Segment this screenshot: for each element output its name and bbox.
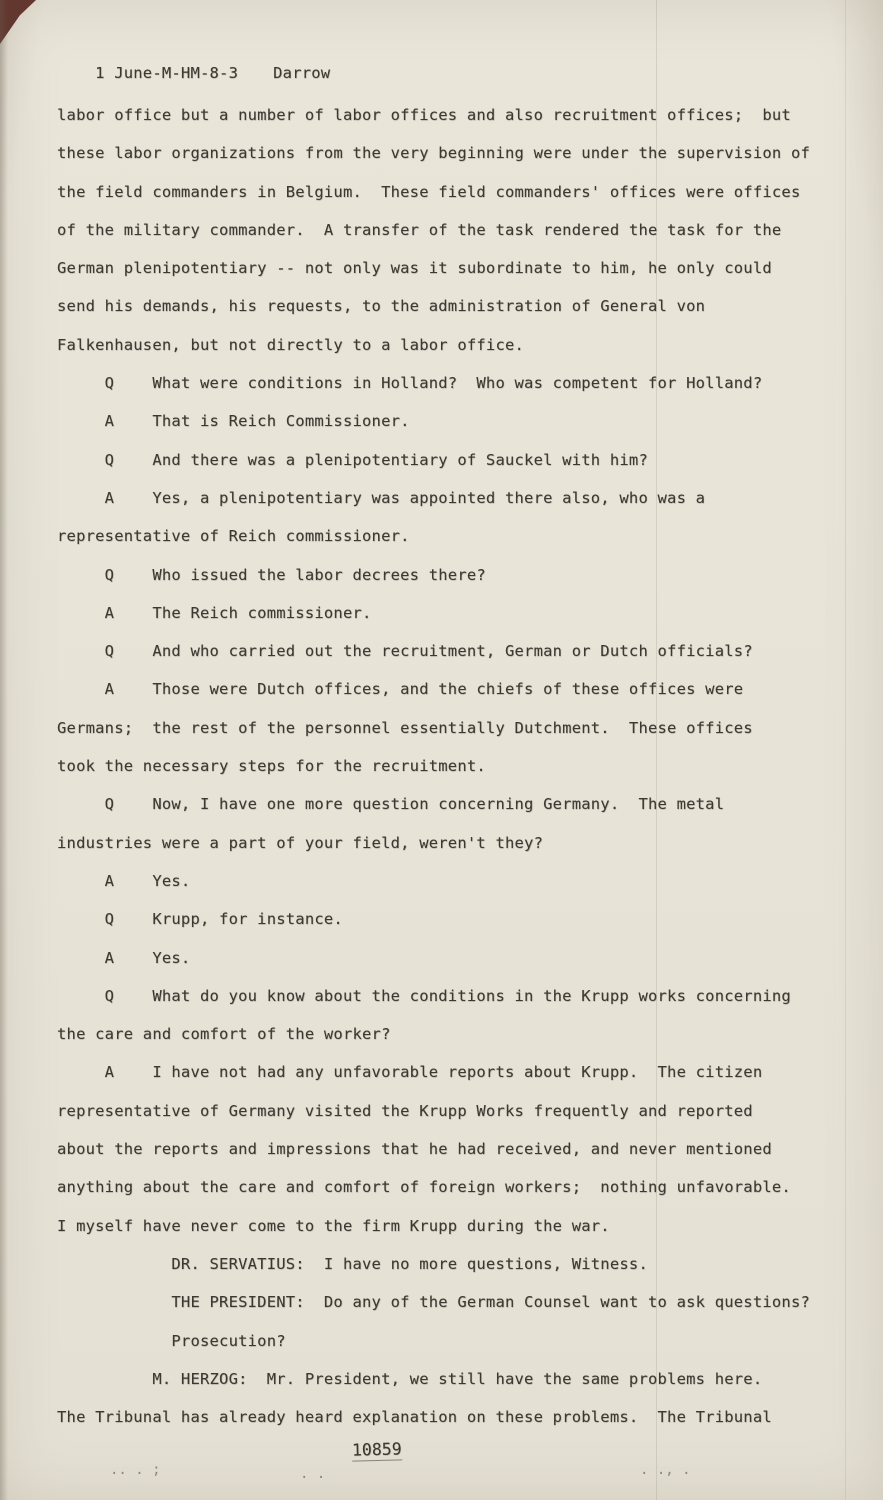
text-line: took the necessary steps for the recruitment. (57, 757, 486, 776)
text-line: Q Krupp, for instance. (57, 910, 343, 929)
text-line: Q What do you know about the conditions in the Krupp works concerning (57, 986, 791, 1005)
text-line: A Yes. (57, 871, 191, 890)
text-line: Q And who carried out the recruitment, German or Dutch officials? (57, 642, 753, 661)
text-line: representative of Reich commissioner. (57, 527, 410, 546)
text-line: industries were a part of your field, weren't they? (57, 833, 544, 852)
text-line: THE PRESIDENT: Do any of the German Counsel want to ask questions? (57, 1293, 811, 1312)
text-line: these labor organizations from the very beginning were under the supervision of (57, 144, 811, 163)
text-line: I myself have never come to the firm Krupp during the war. (57, 1216, 610, 1235)
text-line: Q Who issued the labor decrees there? (57, 565, 486, 584)
ink-smudge-mid: . . (300, 1466, 326, 1482)
text-line: German plenipotentiary -- not only was it subordinate to him, he only could (57, 259, 772, 278)
text-line: of the military commander. A transfer of the task rendered the task for the (57, 220, 782, 239)
text-line: anything about the care and comfort of foreign workers; nothing unfavorable. (57, 1178, 791, 1197)
text-line: Q Now, I have one more question concerning Germany. The metal (57, 795, 725, 814)
text-line: Q What were conditions in Holland? Who was competent for Holland? (57, 374, 763, 393)
transcript-lines (57, 96, 853, 1436)
text-line: representative of Germany visited the Krupp Works frequently and reported (57, 1101, 753, 1120)
ink-smudge-right: . ., . (640, 1462, 691, 1478)
page-header (57, 46, 330, 100)
header-reporter-name: Darrow (273, 64, 331, 82)
text-line: Prosecution? (57, 1331, 286, 1350)
ink-smudge-left: .. . ; (110, 1462, 161, 1478)
text-line: A Yes. (57, 948, 191, 967)
text-line: A That is Reich Commissioner. (57, 412, 410, 431)
text-line: M. HERZOG: Mr. President, we still have the same problems here. (57, 1369, 763, 1388)
text-line: Falkenhausen, but not directly to a labor office. (57, 335, 525, 354)
text-line: The Tribunal has already heard explanation on these problems. The Tribunal (57, 1408, 772, 1427)
text-line: about the reports and impressions that he had received, and never mentioned (57, 1140, 772, 1159)
text-line: A I have not had any unfavorable reports about Krupp. The citizen (57, 1063, 763, 1082)
text-line: Germans; the rest of the personnel essentially Dutchment. These offices (57, 718, 753, 737)
text-line: labor office but a number of labor offices and also recruitment offices; but (57, 106, 791, 124)
page-number: 10859 (351, 1439, 402, 1460)
text-line: send his demands, his requests, to the administration of General von (57, 297, 706, 316)
text-line: the field commanders in Belgium. These field commanders' offices were offices (57, 182, 801, 201)
text-line: the care and comfort of the worker? (57, 1025, 391, 1044)
text-line: DR. SERVATIUS: I have no more questions, Witness. (57, 1254, 648, 1273)
text-line: A Yes, a plenipotentiary was appointed there also, who was a (57, 488, 706, 507)
text-line: A The Reich commissioner. (57, 603, 372, 622)
text-line: Q And there was a plenipotentiary of Sauckel with him? (57, 450, 648, 469)
text-line: A Those were Dutch offices, and the chiefs of these offices were (57, 680, 744, 699)
header-reference: 1 June-M-HM-8-3 (95, 64, 239, 82)
page-edge-shade (0, 0, 8, 1500)
